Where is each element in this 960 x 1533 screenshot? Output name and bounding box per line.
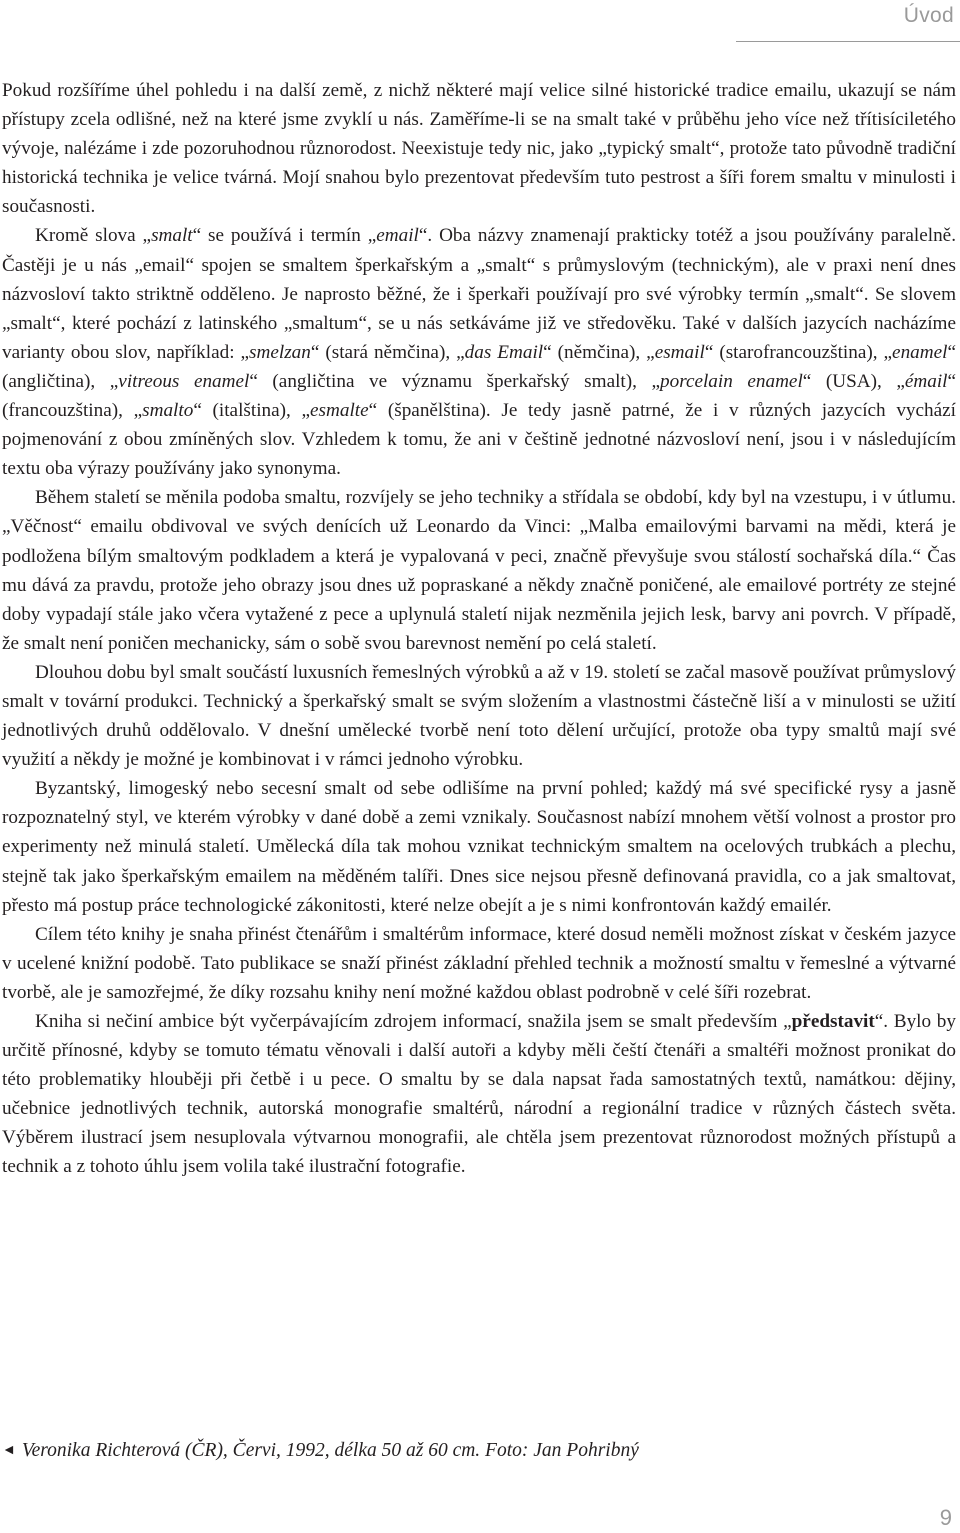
page-number: 9 xyxy=(939,1505,952,1530)
italic-term: email xyxy=(376,225,419,247)
text-run: Kromě slova „ xyxy=(35,225,152,247)
figure-caption xyxy=(2,1436,942,1466)
text-run: “ (italština), „ xyxy=(193,400,311,422)
text-run: “ (francouzština), „ xyxy=(2,370,957,422)
bold-term: představit xyxy=(791,1011,875,1032)
text-run: “ se používá i termín „ xyxy=(192,225,377,247)
text-run: Pokud rozšíříme úhel pohledu i na další země, z nichž některé mají velice silné historické tradice emailu, ukazují se nám přístupy zcela odlišné, než na které jsme zvyklí u nás. Zaměříme-li se na smalt také v průběhu jeho více než třítisíciletého vývoje, nalézáme i zde pozoruhodnou různorodost. Neexistuje tedy nic, jako „typický smalt“, protože tato původně tradiční historická technika je velice tvárná. Mojí snahou bylo prezentovat především tuto pestrost a šíři forem smaltu v minulosti i současnosti. xyxy=(2,80,956,218)
italic-term: esmalte xyxy=(310,400,369,422)
text-run: “ (němčina), „ xyxy=(543,341,655,363)
text-run: Kniha si nečiní ambice být vyčerpávajícím zdrojem informací, snažila jsem se smalt především „ xyxy=(35,1011,792,1032)
text-run: Byzantský, limogeský nebo secesní smalt od sebe odlišíme na první pohled; každý má své specifické rysy a jasně rozpoznatelný styl, ve kterém výrobky v dané době a zemi vznikaly. Současnost nabízí mnohem větší volnost a prostor pro experimenty než minulá staletí. Umělecká díla tak mohou vznikat technickým smaltem na ocelových trubkách a plechu, stejně tak jako šperkařským emailem na měděném talíři. Dnes sice nejsou přesně definovaná pravidla, co a jak smaltovat, přesto má postup práce technologické zákonitosti, které nelze obejít a je s nimi konfrontován každý emailér. xyxy=(2,778,956,916)
text-run: “ (angličtina), „ xyxy=(2,341,956,392)
text-run: “ (USA), „ xyxy=(802,370,905,392)
italic-term: esmail xyxy=(654,341,705,363)
paragraph xyxy=(2,76,956,221)
paragraph xyxy=(2,221,956,483)
italic-term: porcelain enamel xyxy=(660,370,803,392)
text-run: “ (starofrancouzština), „ xyxy=(704,341,893,363)
header-divider xyxy=(736,41,960,42)
text-run: “. Oba názvy znamenají prakticky totéž a jsou používány paralelně. Častěji je u nás „email“ spojen se smaltem šperkařským a „smalt“ s průmyslovým (technickým), ale v praxi není dnes názvosloví takto striktně odděleno. Je naprosto běžné, že i šperkaři používají pro své výrobky termín „smalt“. Se slovem „smalt“, které pochází z latinského „smaltum“, se u nás setkáváme již ve středověku. Také v dalších jazycích nacházíme varianty obou slov, například: „ xyxy=(2,225,956,363)
caption-text: Veronika Richterová (ČR), Červi, 1992, délka 50 až 60 cm. Foto: Jan Pohribný xyxy=(21,1440,639,1461)
italic-term: enamel xyxy=(892,341,948,363)
body-text xyxy=(2,76,956,1182)
text-run: Během staletí se měnila podoba smaltu, rozvíjely se jeho techniky a střídala se období, kdy byl na vzestupu, i v útlumu. „Věčnost“ emailu obdivoval ve svých denících už Leonardo da Vinci: „Malba emailovými barvami na mědi, která je podložena bílým smaltovým podkladem a která je vypalovaná v peci, značně převyšuje svou stálostí sochařská díla.“ Čas mu dává za pravdu, protože jeho obrazy jsou dnes už popraskané a někdy značně poničené, ale emailové portréty ze stejné doby vypadají stále jako včera vytažené z pece a uplynulá staletí nijak nezměnila jejich lesk, barvy ani povrch. V případě, že smalt není poničen mechanicky, sám o sobě svou barevnost nemění po celá staletí. xyxy=(2,487,956,654)
paragraph xyxy=(2,483,956,658)
text-run: “ (španělština). Je tedy jasně patrné, že i v různých jazycích vychází pojmenování z obou zmíněných slov. Vzhledem k tomu, že ani v češtině jednotné názvosloví není, jsou i v následujícím textu oba výrazy používány jako synonyma. xyxy=(2,400,956,480)
paragraph xyxy=(2,774,956,919)
text-run: Cílem této knihy je snaha přinést čtenářům i smaltérům informace, které dosud neměli možnost získat v českém jazyce v ucelené knižní podobě. Tato publikace se snaží přinést základní přehled technik a možností smaltu v řemeslné a výtvarné tvorbě, ale je samozřejmé, že díky rozsahu knihy není možné každou oblast podrobně v celé šíři rozebrat. xyxy=(2,923,956,1003)
running-header-title: Úvod xyxy=(903,4,954,27)
italic-term: das Email xyxy=(464,341,544,363)
text-run: “ (stará němčina), „ xyxy=(310,341,465,363)
paragraph xyxy=(2,658,956,774)
text-run: Dlouhou dobu byl smalt součástí luxusních řemeslných výrobků a až v 19. století se začal masově používat průmyslový smalt v tovární produkci. Technický a šperkařský smalt se svým složením a vlastnostmi částečně liší a v minulosti se užití jednotlivých druhů oddělovalo. V dnešní umělecké tvorbě není toto dělení určující, protože oba typy smaltů mají své využití a někdy je možné je kombinovat i v rámci jednoho výrobku. xyxy=(2,661,956,771)
italic-term: émail xyxy=(904,370,948,392)
left-arrow-icon: ◄ xyxy=(2,1443,16,1458)
italic-term: vitreous enamel xyxy=(118,370,250,392)
italic-term: smelzan xyxy=(249,341,311,363)
text-run: “ (angličtina ve významu šperkařský smalt), „ xyxy=(249,370,660,392)
paragraph xyxy=(2,1007,956,1182)
paragraph xyxy=(2,920,956,1007)
italic-term: smalt xyxy=(151,225,193,247)
text-run: “. Bylo by určitě přínosné, kdyby se tomuto tématu věnovali i další autoři a kdyby měli čeští čtenáři a smaltéři možnost pronikat do této problematiky hlouběji při četbě i u pece. O smaltu by se dala napsat řada samostatných textů, namátkou: dějiny, učebnice jednotlivých technik, autorská monografie smaltérů, národní a regionální tradice v různých částech světa. Výběrem ilustrací jsem nesuplovala výtvarnou monografii, ale chtěla jsem prezentovat různorodost možných přístupů a technik a z tohoto úhlu jsem volila také ilustrační fotografie. xyxy=(2,1011,956,1178)
italic-term: smalto xyxy=(142,400,194,422)
